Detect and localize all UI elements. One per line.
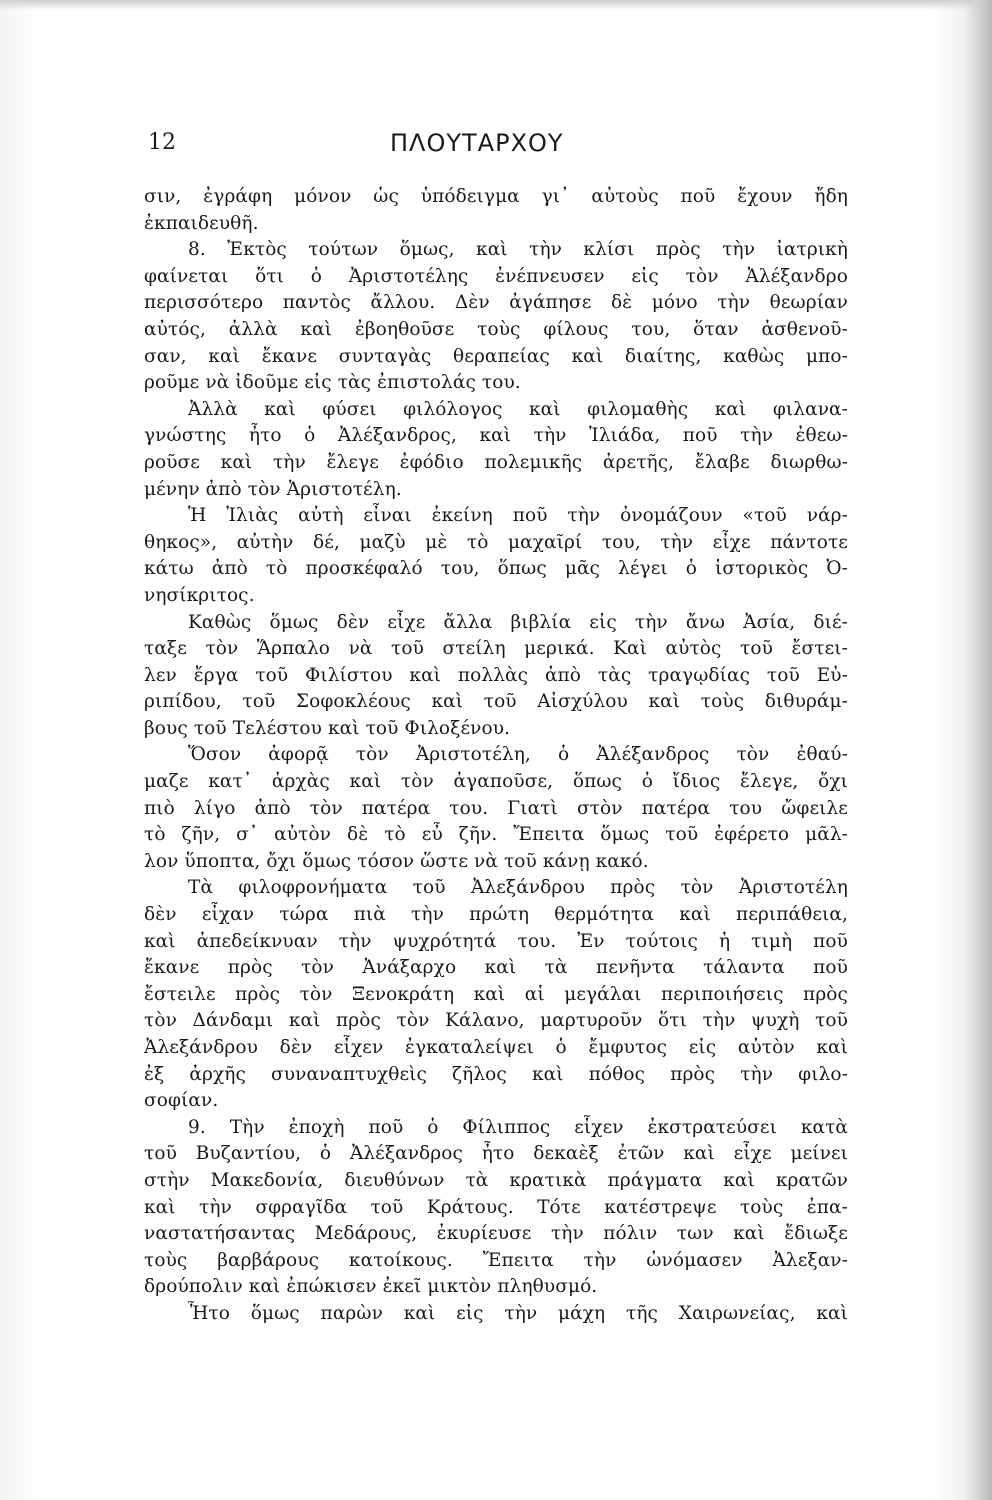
text-line: πιὸ λίγο ἀπὸ τὸν πατέρα του. Γιατὶ στὸν πατέρα του ὤφειλε	[144, 797, 848, 819]
body-text	[144, 184, 848, 1328]
text-line: Ἀλλὰ καὶ φύσει φιλόλογος καὶ φιλομαθὴς καὶ φιλανα-	[188, 398, 848, 420]
text-line: ταξε τὸν Ἅρπαλο νὰ τοῦ στείλη μερικά. Καὶ αὐτὸς τοῦ ἔστει-	[144, 638, 848, 660]
page-number: 12	[148, 130, 176, 155]
text-line: Ἀλεξάνδρου δὲν εἶχεν ἐγκαταλείψει ὁ ἔμφυτος εἰς αὐτὸν καὶ	[144, 1037, 848, 1058]
text-line: γνώστης ἦτο ὁ Ἀλέξανδρος, καὶ τὴν Ἰλιάδα, ποῦ τὴν ἐθεω-	[144, 425, 848, 447]
text-line: σαν, καὶ ἔκανε συνταγὰς θεραπείας καὶ διαίτης, καθὼς μπο-	[144, 345, 848, 367]
text-line: λον ὕποπτα, ὄχι ὅμως τόσον ὥστε νὰ τοῦ κάνῃ κακό.	[144, 850, 649, 872]
scan-shadow-top	[0, 0, 992, 10]
text-line: φαίνεται ὅτι ὁ Ἀριστοτέλης ἐνέπνευσεν εἰς τὸν Ἀλέξανδρο	[144, 265, 848, 287]
scan-shadow-right	[964, 0, 992, 1500]
text-line: νησίκριτος.	[144, 584, 255, 606]
text-line: ροῦμε νὰ ἰδοῦμε εἰς τὰς ἐπιστολάς του.	[144, 372, 521, 394]
text-line: σοφίαν.	[144, 1090, 219, 1112]
text-line: Καθὼς ὅμως δὲν εἶχε ἄλλα βιβλία εἰς τὴν ἄνω Ἀσία, διέ-	[188, 611, 848, 633]
text-line: κάτω ἀπὸ τὸ προσκέφαλό του, ὅπως μᾶς λέγει ὁ ἱστορικὸς Ὀ-	[144, 558, 848, 580]
text-line: 9. Τὴν ἐποχὴ ποῦ ὁ Φίλιππος εἶχεν ἐκστρατεύσει κατὰ	[188, 1116, 848, 1138]
text-line: ναστατήσαντας Μεδάρους, ἐκυρίευσε τὴν πόλιν των καὶ ἔδιωξε	[144, 1223, 848, 1245]
text-line: ριπίδου, τοῦ Σοφοκλέους καὶ τοῦ Αἰσχύλου καὶ τοὺς διθυράμ-	[144, 691, 848, 713]
text-line: δρούπολιν καὶ ἐπώκισεν ἐκεῖ μικτὸν πληθυσμό.	[144, 1276, 598, 1298]
text-line: θηκος», αὐτὴν δέ, μαζὺ μὲ τὸ μαχαῖρί του, τὴν εἶχε πάντοτε	[144, 531, 848, 553]
text-line: Ὅσον ἀφορᾷ τὸν Ἀριστοτέλη, ὁ Ἀλέξανδρος τὸν ἐθαύ-	[188, 744, 848, 766]
text-line: ἔστειλε πρὸς τὸν Ξενοκράτη καὶ αἱ μεγάλαι περιποιήσεις πρὸς	[144, 983, 848, 1005]
text-line: μένην ἀπὸ τὸν Ἀριστοτέλη.	[144, 478, 402, 500]
text-line: αὐτός, ἀλλὰ καὶ ἐβοηθοῦσε τοὺς φίλους του, ὅταν ἀσθενοῦ-	[144, 318, 848, 340]
text-line: βους τοῦ Τελέστου καὶ τοῦ Φιλοξένου.	[144, 717, 511, 739]
running-title: ΠΛΟΥΤΑΡΧΟΥ	[390, 129, 564, 157]
text-line: τὸ ζῆν, σ᾽ αὐτὸν δὲ τὸ εὖ ζῆν. Ἔπειτα ὅμως τοῦ ἐφέρετο μᾶλ-	[144, 824, 848, 846]
text-line: 8. Ἐκτὸς τούτων ὅμως, καὶ τὴν κλίσι πρὸς τὴν ἰατρικὴ	[188, 239, 848, 261]
text-line: περισσότερο παντὸς ἄλλου. Δὲν ἀγάπησε δὲ μόνο τὴν θεωρίαν	[144, 292, 848, 314]
text-line: ἔκανε πρὸς τὸν Ἀνάξαρχο καὶ τὰ πενῆντα τάλαντα ποῦ	[144, 957, 848, 979]
text-line: καὶ ἀπεδείκνυαν τὴν ψυχρότητά του. Ἐν τούτοις ἡ τιμὴ ποῦ	[144, 930, 848, 952]
text-line: δὲν εἶχαν τώρα πιὰ τὴν πρώτη θερμότητα καὶ περιπάθεια,	[144, 904, 848, 926]
text-line: σιν, ἐγράφη μόνον ὡς ὑπόδειγμα γι᾽ αὐτοὺς ποῦ ἔχουν ἤδη	[144, 186, 848, 207]
text-line: ἐκπαιδευθῆ.	[144, 212, 259, 234]
text-line: μαζε κατ᾽ ἀρχὰς καὶ τὸν ἀγαποῦσε, ὅπως ὁ ἴδιος ἔλεγε, ὄχι	[144, 771, 848, 793]
text-line: ροῦσε καὶ τὴν ἔλεγε ἐφόδιο πολεμικῆς ἀρετῆς, ἔλαβε διωρθω-	[144, 451, 848, 473]
text-line: ἐξ ἀρχῆς συναναπτυχθεὶς ζῆλος καὶ πόθος πρὸς τὴν φιλο-	[144, 1063, 848, 1085]
text-line: τοῦ Βυζαντίου, ὁ Ἀλέξανδρος ἦτο δεκαὲξ ἐτῶν καὶ εἶχε μείνει	[144, 1143, 848, 1165]
text-line: λεν ἔργα τοῦ Φιλίστου καὶ πολλὰς ἀπὸ τὰς τραγῳδίας τοῦ Εὐ-	[144, 664, 848, 686]
text-line: τὸν Δάνδαμι καὶ πρὸς τὸν Κάλανο, μαρτυροῦν ὅτι τὴν ψυχὴ τοῦ	[144, 1010, 848, 1032]
text-line: Ἡ Ἰλιὰς αὐτὴ εἶναι ἐκείνη ποῦ τὴν ὀνομάζουν «τοῦ νάρ-	[188, 505, 848, 527]
text-line: τοὺς βαρβάρους κατοίκους. Ἔπειτα τὴν ὠνόμασεν Ἀλεξαν-	[144, 1249, 848, 1271]
text-line: καὶ τὴν σφραγῖδα τοῦ Κράτους. Τότε κατέστρεψε τοὺς ἐπα-	[144, 1196, 848, 1218]
text-line: Τὰ φιλοφρονήματα τοῦ Ἀλεξάνδρου πρὸς τὸν Ἀριστοτέλη	[188, 877, 848, 899]
text-line: Ἦτο ὅμως παρὼν καὶ εἰς τὴν μάχη τῆς Χαιρωνείας, καὶ	[188, 1302, 848, 1324]
page-header	[148, 126, 708, 162]
text-line: στὴν Μακεδονία, διευθύνων τὰ κρατικὰ πράγματα καὶ κρατῶν	[144, 1169, 848, 1191]
